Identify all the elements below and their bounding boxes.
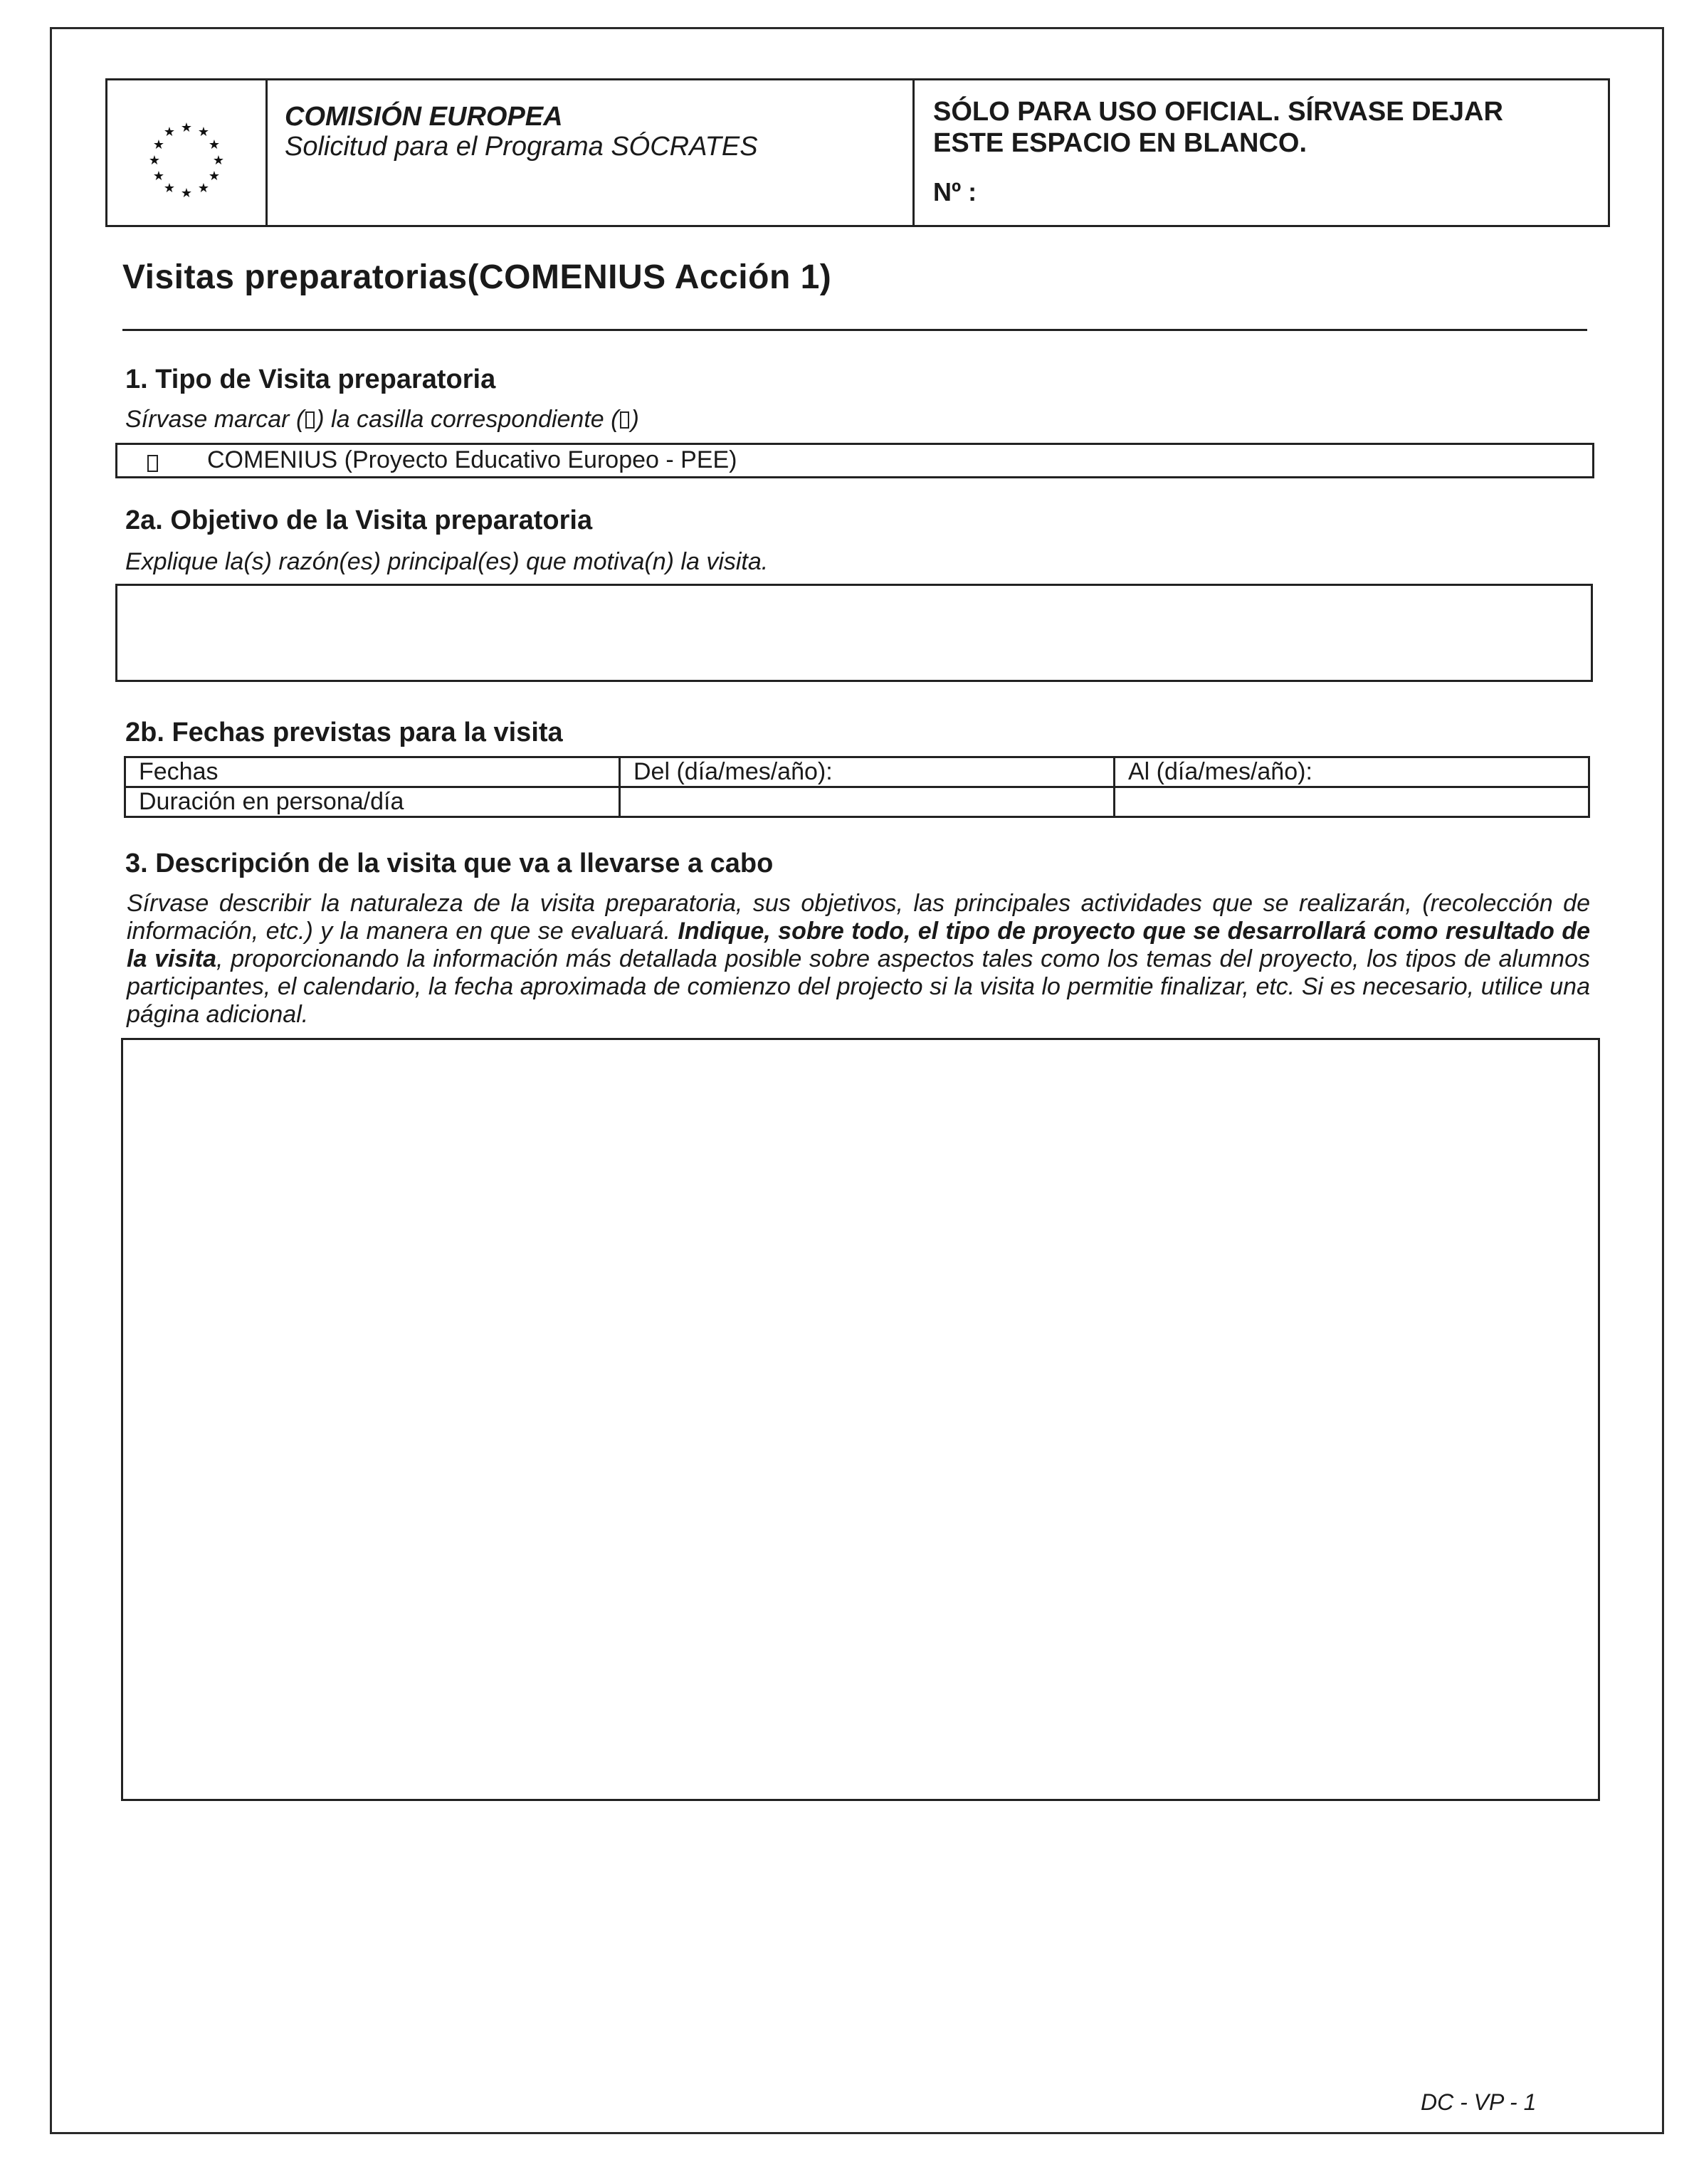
svg-text:★: ★: [152, 169, 165, 184]
form-code: DC - VP - 1: [1421, 2089, 1537, 2115]
svg-text:★: ★: [197, 125, 210, 140]
comenius-option-label: COMENIUS (Proyecto Educativo Europeo - PEE): [207, 446, 737, 473]
svg-text:★: ★: [163, 181, 176, 196]
section1-instruction: [125, 406, 639, 434]
svg-text:★: ★: [163, 125, 176, 140]
title-divider: [122, 329, 1587, 331]
eu-stars-logo: [107, 80, 265, 225]
checkbox-symbol-icon: [305, 411, 315, 429]
description-text-area[interactable]: [121, 1038, 1600, 1801]
instruction-part-b: ) la casilla correspondiente (: [316, 406, 619, 433]
section3-instruction: [127, 890, 1590, 1029]
instruction-part-a: Sírvase marcar (: [125, 406, 305, 433]
svg-text:★: ★: [180, 186, 193, 201]
official-line-2: ESTE ESPACIO EN BLANCO.: [933, 128, 1307, 158]
duration-field-2[interactable]: [1115, 787, 1589, 817]
page-title: Visitas preparatorias(COMENIUS Acción 1): [122, 258, 832, 296]
eu-logo-cell: [107, 80, 268, 225]
section3-text-bold: Indique, sobre todo, el tipo de proyecto que se desarrollará como resultado de la visita: [127, 918, 1590, 972]
svg-text:★: ★: [208, 137, 221, 152]
svg-text:★: ★: [212, 153, 225, 168]
duration-row-label: Duración en persona/día: [125, 787, 620, 817]
program-option-row: [115, 443, 1594, 478]
instruction-part-c: ): [631, 406, 639, 433]
section2a-instruction: Explique la(s) razón(es) principal(es) que motiva(n) la visita.: [125, 548, 769, 575]
comenius-checkbox[interactable]: [147, 455, 158, 472]
section1-heading: 1. Tipo de Visita preparatoria: [125, 364, 496, 394]
svg-text:★: ★: [152, 137, 165, 152]
number-label: Nº :: [933, 177, 977, 206]
table-row: [125, 787, 1589, 817]
section2b-heading: 2b. Fechas previstas para la visita: [125, 718, 563, 747]
header-table: [105, 78, 1610, 227]
table-row: [125, 757, 1589, 787]
organization-name: COMISIÓN EUROPEA: [285, 102, 563, 132]
svg-text:★: ★: [208, 169, 221, 184]
svg-text:★: ★: [197, 181, 210, 196]
section3-text-part2: , proporcionando la información más detallada posible sobre aspectos tales como los temas del proyecto, los tipos de alumnos participantes, el calendario, la fecha aproximada de comienzo del projecto si la visita lo permitie finalizar, etc. Si es necesario, utilice una página adicional.: [127, 945, 1590, 1028]
checkbox-symbol-icon: [620, 411, 629, 429]
program-name: Solicitud para el Programa SÓCRATES: [285, 132, 758, 162]
objective-text-area[interactable]: [115, 584, 1593, 682]
from-date-field[interactable]: Del (día/mes/año):: [620, 757, 1115, 787]
official-use-notice: [933, 96, 1588, 159]
to-date-field[interactable]: Al (día/mes/año):: [1115, 757, 1589, 787]
section2a-heading: 2a. Objetivo de la Visita preparatoria: [125, 505, 593, 535]
section3-heading: 3. Descripción de la visita que va a llevarse a cabo: [125, 849, 774, 878]
dates-table: [124, 756, 1590, 818]
duration-field[interactable]: [620, 787, 1115, 817]
svg-text:★: ★: [180, 120, 193, 135]
dates-row-label: Fechas: [125, 757, 620, 787]
svg-text:★: ★: [148, 153, 161, 168]
official-use-cell: [915, 80, 1608, 225]
section3-text-part1: Sírvase describir la naturaleza de la visita preparatoria, sus objetivos, las principales actividades que se realizarán, (recolección de información, etc.) y la manera en que se evaluará.: [127, 890, 1590, 945]
official-line-1: SÓLO PARA USO OFICIAL. SÍRVASE DEJAR: [933, 97, 1503, 127]
program-cell: [268, 80, 915, 225]
